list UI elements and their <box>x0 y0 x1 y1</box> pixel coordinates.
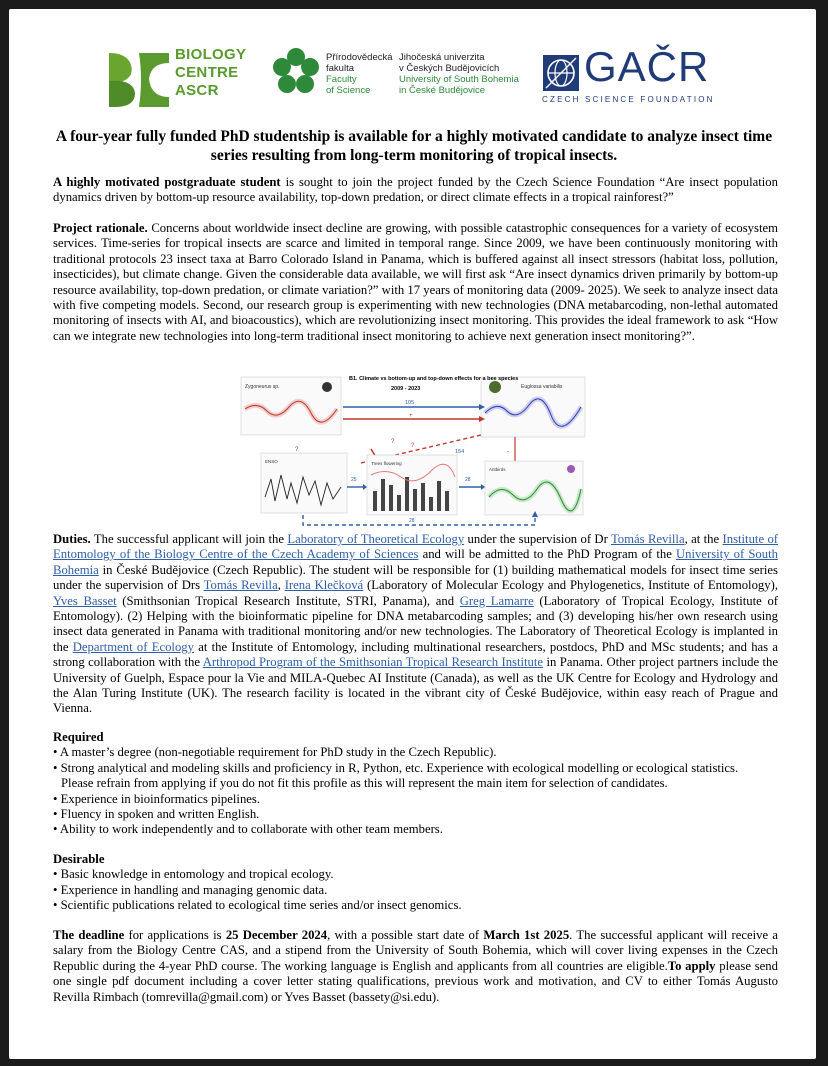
desirable-item: • Scientific publications related to ecological time series and/or insect genomics. <box>53 898 462 913</box>
apply-lead: To apply <box>667 958 716 973</box>
required-item: • Strong analytical and modeling skills and proficiency in R, Python, etc. Experience with ecological modelling or ecological statistics. <box>53 760 739 775</box>
deadline-date: 25 December 2024 <box>225 928 328 942</box>
duties-paragraph: Duties. The successful applicant will join the Laboratory of Theoretical Ecology under the supervision of Dr Tomás Revilla, at the Institute of Entomology of the Biology Centre of the Czech Academy of Sciences and will be admitted to the PhD Program of the University of South Bohemia in České Budějovice (Czech Republic). The student will be responsible for (1) building mathematical models for insect time series under the supervision of Drs Tomás Revilla, Irena Klečková (Laboratory of Molecular Ecology and Phylogenetics, Institute of Entomology), Yves Basset (Smithsonian Tropical Research Institute, STRI, Panama), and Greg Lamarre (Laboratory of Tropical Ecology, Institute of Entomology). (2) Helping with the bioinformatic pipeline for DNA metabarcoding samples; and (3) developing his/her own research using insect data generated in Panama with traditional monitoring and/or new technologies. The Laboratory of Theoretical Ecology is implanted in the Department of Ecology at the Institute of Entomology, including multinational researchers, postdocs, PhD and MSc students; and has a strong collaboration with the Arthropod Program of the Smithsonian Tropical Research Institute in Panama. Other project partners include the University of Guelph, Espace pour la Vie and MILA-Quebec AI Institute (Canada), as well as the UK Centre for Ecology and Hydrology and the Alan Turing Institute (UK). The research facility is located in the vibrant city of České Budějovice, within easy reach of Prague and Vienna. <box>53 532 779 716</box>
arrow-154-label: 154 <box>455 449 465 455</box>
link-institute-entomology[interactable]: Institute of Entomology of the Biology Centre of the Czech Academy of Sciences <box>53 532 779 562</box>
rationale-text: Concerns about worldwide insect decline are growing, with possible catastrophic consequences for a variety of ecosystem services. Time-series for tropical insects are scarce and limited in temporal range. Since 2009, we have been continuously monitoring with traditional protocols 23 insect taxa at Barro Colorado Island in Panama, which is buffered against all insect stressors (habitat loss, pollution, insecticides), but climate change. Given the considerable data available, we will first ask “Are insect dynamics driven primarily by bottom-up resource availability, top-down predation, or climate variation?” with 17 years of monitoring data (2009- 2025). We seek to analyze insect data with five competing models. Second, our research group is experimenting with new technologies (DNA metabarcoding, non-lethal automated monitoring of insects with AI, and bioacoustics), which are revolutionizing insect monitoring. This provides the ideal framework to ask “How can we integrate new technologies into long-term traditional insect monitoring to achieve next generation insect monitoring?”. <box>53 221 778 343</box>
gacr-subtitle: CZECH SCIENCE FOUNDATION <box>542 95 715 104</box>
university-wordmark: Jihočeská univerzita v Českých Budějovicích University of South Bohemia in České Budějovice <box>399 52 519 96</box>
deadline-lead: The deadline <box>53 928 125 942</box>
link-yves-basset[interactable]: Yves Basset <box>53 593 117 608</box>
arrow-top-label: 105 <box>405 400 415 406</box>
link-irena-kleckova[interactable]: Irena Klečková <box>284 578 364 593</box>
duties-lead: Duties. <box>53 532 91 546</box>
arrow-bottom-label: 28 <box>409 518 415 524</box>
bee-icon <box>489 381 501 393</box>
required-item: • Fluency in spoken and written English. <box>53 807 260 822</box>
arrow-mid-sign: + <box>409 413 413 419</box>
minus-sign: - <box>507 449 509 455</box>
panel-tl-label: Zygoneurus sp. <box>245 384 280 390</box>
required-section <box>53 730 778 838</box>
gacr-globe-icon <box>542 54 580 92</box>
diagram-title: B1. Climate vs bottom-up and top-down effects for a bee species <box>349 376 519 382</box>
link-department-ecology[interactable]: Department of Ecology <box>72 639 194 654</box>
logo-header <box>9 9 816 119</box>
link-tomas-revilla[interactable]: Tomás Revilla <box>610 532 685 546</box>
start-date: March 1st 2025 <box>483 928 570 942</box>
gacr-wordmark: GAČR <box>584 43 710 90</box>
question-mark-3: ? <box>411 443 415 449</box>
faculty-flower-logo-icon <box>271 47 321 97</box>
link-arthropod-program[interactable]: Arthropod Program of the Smithsonian Tropical Research Institute <box>202 655 544 670</box>
required-heading: Required <box>53 730 104 744</box>
biology-centre-logo-icon <box>109 49 171 109</box>
required-item: • Experience in bioinformatics pipelines. <box>53 791 261 806</box>
question-mark-2: ? <box>295 447 299 453</box>
link-greg-lamarre[interactable]: Greg Lamarre <box>459 593 534 608</box>
desirable-section <box>53 852 778 914</box>
link-university-south-bohemia[interactable]: University of South Bohemia <box>53 547 778 577</box>
link-lab-theoretical-ecology[interactable]: Laboratory of Theoretical Ecology <box>287 532 465 546</box>
desirable-item: • Basic knowledge in entomology and tropical ecology. <box>53 867 334 882</box>
rationale-lead: Project rationale. <box>53 221 148 235</box>
beetle-icon <box>322 382 332 392</box>
page-title: A four-year fully funded PhD studentship is available for a highly motivated candidate to analyze insect time series resulting from long-term monitoring of tropical insects. <box>55 128 773 164</box>
desirable-item: • Experience in handling and managing genomic data. <box>53 882 328 897</box>
panel-bm-label: Trees flowering <box>371 461 402 466</box>
required-item: • Ability to work independently and to collaborate with other team members. <box>53 822 443 837</box>
faculty-wordmark: Přírodovědecká fakulta Faculty of Science <box>326 52 393 96</box>
panel-tr-label: Euglossa variabilis <box>521 384 563 390</box>
diagram-years: 2009 - 2023 <box>391 386 421 392</box>
project-diagram <box>231 371 593 535</box>
intro-paragraph <box>53 175 778 206</box>
desirable-heading: Desirable <box>53 852 105 866</box>
intro-text: is sought to join the project funded by the Czech Science Foundation “Are insect population dynamics driven by bottom-up resource availability, top-down predation, or direct climate effects in a tropical rainforest?” <box>53 175 778 205</box>
panel-br-label: Antbirds <box>489 467 506 472</box>
biology-centre-wordmark: BIOLOGY CENTRE ASCR <box>175 46 247 99</box>
arrow-left-label: 25 <box>351 477 357 483</box>
link-tomas-revilla-2[interactable]: Tomás Revilla <box>203 578 278 593</box>
required-item: • A master’s degree (non-negotiable requirement for PhD study in the Czech Republic). <box>53 745 497 760</box>
flower-icon <box>567 465 575 473</box>
arrow-right-label: 28 <box>465 477 471 483</box>
deadline-paragraph: The deadline for applications is 25 December 2024, with a possible start date of March 1st 2025. The successful applicant will receive a salary from the Biology Centre CAS, and a stipend from the University of South Bohemia, which will cover living expenses in the Czech Republic during the 4-year PhD course. The working language is English and applicants from all countries are eligible.To apply please send one single pdf document including a cover letter stating qualifications, previous work and motivation, and CV to either Tomás Augusto Revilla Rimbach (tomrevilla@gmail.com) or Yves Basset (bassety@si.edu). <box>53 928 778 1004</box>
rationale-paragraph <box>53 221 778 344</box>
question-mark-1: ? <box>391 439 395 445</box>
required-item-note: Please refrain from applying if you do not fit this profile as this will represent the main item for selection of candidates. <box>61 776 668 791</box>
panel-bl-label: ENSO <box>265 459 278 464</box>
intro-lead: A highly motivated postgraduate student <box>53 175 281 189</box>
document-page <box>9 9 816 1059</box>
